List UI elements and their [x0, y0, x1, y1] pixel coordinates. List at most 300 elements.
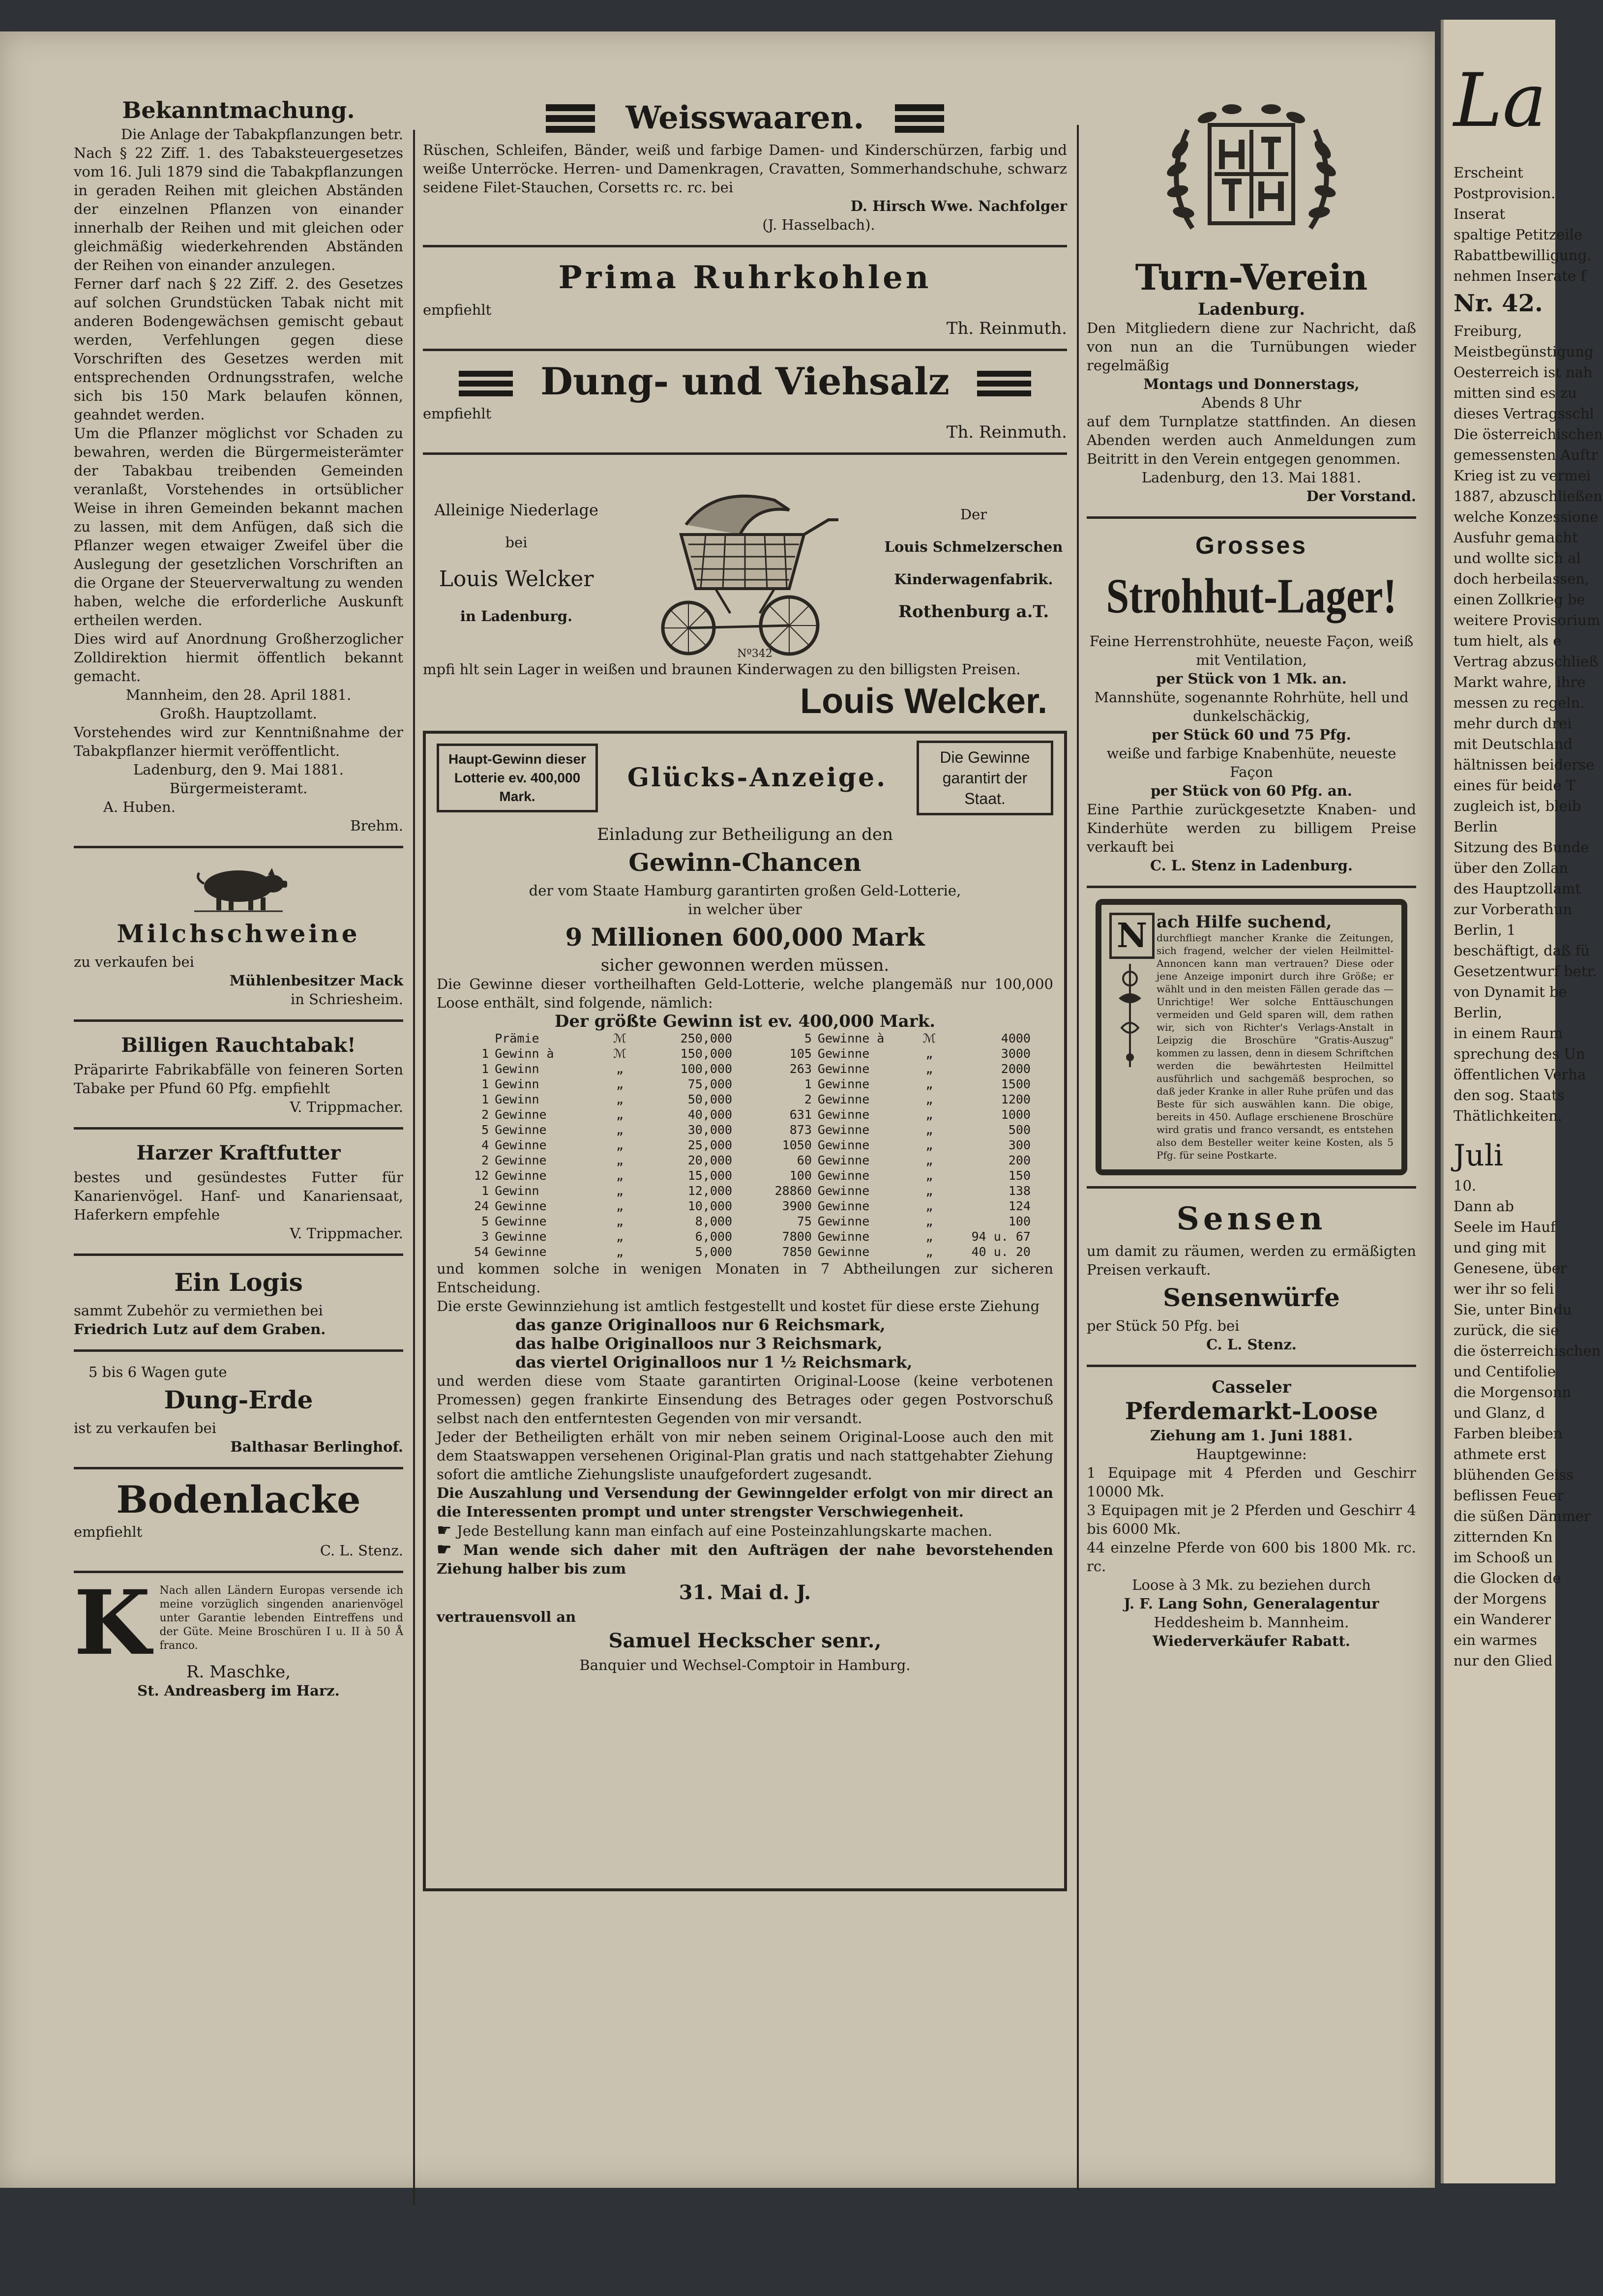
next-page-line: nehmen Inserate f: [1454, 268, 1586, 284]
prize-row: [456, 1122, 735, 1137]
ad-title: Prima Ruhrkohlen: [558, 259, 932, 296]
next-page-line: sprechung des Un: [1454, 1045, 1585, 1062]
prize-row: [755, 1122, 1034, 1137]
prize-cell: „: [616, 1184, 624, 1198]
next-page-line: wer ihr so feli: [1454, 1281, 1554, 1297]
ad-text: Ziehung am 1. Juni 1881.: [1150, 1427, 1353, 1444]
ad-text: Nach allen Ländern Europas versende ich meine vorzüglich singenden anarienvögel unter Garantie lebenden Eintreffens und der Güte. Meine Broschüren I u. II à 50 Å franco.: [159, 1584, 403, 1652]
prize-cell: 138: [1008, 1184, 1031, 1198]
ad-title-row: [423, 98, 1067, 138]
ad-text: in Ladenburg.: [460, 607, 573, 625]
ad-text: auf dem Turnplatze stattfinden. An diesen Abenden werden auch Anmeldungen zum Beitritt in den Verein entgegen genommen.: [1087, 413, 1416, 467]
prize-cell: 4: [481, 1138, 489, 1152]
next-page-line: ein Wanderer: [1454, 1611, 1551, 1628]
prize-row: [755, 1168, 1034, 1183]
prize-cell: Gewinn: [495, 1077, 539, 1091]
ad-text: bei: [505, 534, 528, 551]
next-page-line: Berlin, 1: [1454, 922, 1516, 938]
lottery-text: der vom Staate Hamburg garantirten großen Geld-Lotterie,: [529, 882, 961, 899]
prize-cell: „: [925, 1107, 933, 1122]
next-page-line: Sie, unter Bindu: [1454, 1301, 1572, 1318]
next-page-line: in einem Raum: [1454, 1025, 1563, 1042]
next-page-line: die süßen Dämmer: [1454, 1508, 1591, 1524]
next-page-line: und ging mit: [1454, 1239, 1546, 1256]
prize-row: [456, 1168, 735, 1183]
next-page-line: spaltige Petitzeile: [1454, 226, 1582, 243]
ad-text: Heddesheim b. Mannheim.: [1154, 1614, 1349, 1631]
prize-cell: Gewinne à: [817, 1031, 885, 1045]
lottery-text: ☛ Jede Bestellung kann man einfach auf eine Posteinzahlungskarte machen.: [437, 1521, 992, 1540]
ad-signature: Louis Welcker.: [800, 682, 1047, 721]
next-page-line: nur den Glied: [1454, 1652, 1553, 1669]
prize-cell: 40,000: [687, 1107, 732, 1122]
next-page-line: welche Konzessione: [1454, 508, 1599, 525]
ad-title: Dung-Erde: [164, 1385, 313, 1414]
prize-cell: 6,000: [695, 1229, 732, 1244]
next-page-line: und wollte sich al: [1454, 550, 1581, 567]
prize-cell: Gewinne: [495, 1245, 547, 1259]
prize-row: [456, 1107, 735, 1122]
ad-text: J. F. Lang Sohn, Generalagentur: [1124, 1595, 1379, 1612]
ad-signature: Th. Reinmuth.: [946, 422, 1067, 442]
prize-cell: „: [616, 1138, 624, 1152]
prize-cell: 28860: [774, 1184, 812, 1198]
prize-cell: 150: [1008, 1168, 1031, 1183]
ad-text: 5 bis 6 Wagen gute: [89, 1364, 227, 1380]
prize-cell: 100: [789, 1168, 812, 1183]
prize-cell: „: [925, 1184, 933, 1198]
ad-signature: V. Trippmacher.: [290, 1099, 403, 1115]
ad-title: Turn-Verein: [1135, 256, 1368, 298]
prize-cell: 5: [481, 1123, 489, 1137]
ornament-column: [1109, 913, 1151, 1074]
next-page-line: die Glocken de: [1454, 1570, 1561, 1586]
prize-cell: ℳ: [613, 1046, 626, 1061]
prize-cell: 8,000: [695, 1214, 732, 1228]
prize-cell: „: [616, 1092, 624, 1106]
ad-text: Rüschen, Schleifen, Bänder, weiß und farbige Damen- und Kinderschürzen, farbig und weiße Unterröcke. Herren- und Damenkragen, Cravatten, Sommerhandschuhe, schwarz seidene Filet-Stauchen, Corsetts rc. rc. bei: [423, 142, 1067, 196]
next-page-line: mitten sind es zu: [1454, 385, 1577, 401]
ad-white-goods: [423, 98, 1067, 234]
lottery-guarantee-box: Die Gewinne garantirt der Staat.: [917, 741, 1053, 815]
prize-cell: 300: [1008, 1138, 1031, 1152]
next-page-line: den sog. Staats: [1454, 1087, 1565, 1103]
prize-cell: 10,000: [687, 1199, 732, 1213]
lottery-price: das halbe Originalloos nur 3 Reichsmark,: [515, 1334, 883, 1353]
prize-cell: 30,000: [687, 1123, 732, 1137]
next-page-line: zugleich ist, bleib: [1454, 798, 1581, 814]
prize-cell: ℳ: [613, 1031, 626, 1045]
notice-paragraph: Vorstehendes wird zur Kenntnißnahme der Tabakpflanzer hiermit veröffentlicht.: [74, 724, 403, 759]
next-page-line: eines für beide T: [1454, 777, 1576, 794]
next-page-line: Berlin,: [1454, 1004, 1502, 1021]
ad-title: Weisswaaren.: [625, 99, 864, 136]
newspaper-page: [0, 31, 1435, 2188]
prize-cell: Gewinne: [817, 1123, 870, 1137]
lottery-text: und kommen solche in wenigen Monaten in 7 Abtheilungen zur sicheren Entscheidung.: [437, 1260, 1053, 1296]
next-page-line: beschäftigt, daß fü: [1454, 942, 1590, 959]
ad-text: Präparirte Fabrikabfälle von feineren Sorten Tabake per Pfund 60 Pfg. empfiehlt: [74, 1061, 403, 1097]
prize-cell: „: [925, 1062, 933, 1076]
next-page-line: 10.: [1454, 1177, 1477, 1194]
next-page-line: und Glanz, d: [1454, 1404, 1545, 1421]
next-page-line: Erscheint: [1454, 164, 1523, 181]
lottery-text: ☛ Man wende sich daher mit den Aufträgen der nahe bevorstehenden Ziehung halber bis zum: [437, 1540, 1053, 1577]
prize-cell: „: [925, 1046, 933, 1061]
prize-row: [755, 1046, 1034, 1061]
lottery-title: Glücks-Anzeige.: [627, 763, 888, 793]
ad-price: per Stück von 1 Mk. an.: [1156, 670, 1347, 687]
notice-paragraph: Dies wird auf Anordnung Großherzoglicher Zolldirektion hiermit öffentlich bekannt gemacht.: [74, 630, 403, 685]
prize-row: [456, 1244, 735, 1259]
prize-cell: 2: [481, 1153, 489, 1167]
prize-cell: 24: [474, 1199, 489, 1213]
ad-text: 1 Equipage mit 4 Pferden und Geschirr 10000 Mk.: [1087, 1464, 1416, 1500]
notice-title: Bekanntmachung.: [122, 97, 355, 123]
prize-table-right: [755, 1031, 1034, 1259]
prize-cell: 1: [804, 1077, 812, 1091]
next-page-line: Berlin: [1454, 818, 1498, 835]
prize-row: [456, 1046, 735, 1061]
drop-cap: N: [1109, 913, 1155, 959]
prize-cell: Gewinne: [817, 1245, 870, 1259]
prize-row: [755, 1214, 1034, 1229]
next-page-line: Sitzung des Bunde: [1454, 839, 1589, 856]
prize-cell: Gewinn: [495, 1092, 539, 1106]
prize-cell: „: [925, 1245, 933, 1259]
next-page-line: mehr durch drei: [1454, 715, 1572, 732]
next-page-line: des Hauptzollamt: [1454, 880, 1581, 897]
notice-signature: A. Huben.: [103, 799, 176, 815]
ad-text: Mannshüte, sogenannte Rohrhüte, hell und dunkelschäckig,: [1094, 689, 1409, 724]
ad-text: um damit zu räumen, werden zu ermäßigten Preisen verkauft.: [1087, 1243, 1416, 1278]
lottery-text: Die erste Gewinnziehung ist amtlich festgestellt und kostet für diese erste Ziehung: [437, 1298, 1040, 1314]
prize-row: [456, 1031, 735, 1046]
prize-cell: ℳ: [922, 1031, 936, 1045]
prize-row: [755, 1183, 1034, 1198]
notice-office: Bürgermeisteramt.: [169, 780, 308, 797]
prize-cell: 20,000: [687, 1153, 732, 1167]
next-page-line: Die österreichischen: [1454, 426, 1603, 443]
lottery-deadline: 31. Mai d. J.: [679, 1581, 811, 1604]
notice-tobacco: [74, 97, 403, 835]
prize-cell: 873: [789, 1123, 812, 1137]
ad-signature: C. L. Stenz.: [320, 1542, 403, 1559]
notice-date: Mannheim, den 28. April 1881.: [125, 686, 352, 703]
ad-salt: [423, 359, 1067, 442]
next-page-line: Thätlichkeiten.: [1454, 1107, 1563, 1124]
prize-cell: Gewinn: [495, 1184, 539, 1198]
prize-row: [456, 1198, 735, 1214]
prize-cell: Prämie: [495, 1031, 539, 1045]
ad-signature: D. Hirsch Wwe. Nachfolger: [850, 198, 1067, 214]
prize-cell: Gewinne: [495, 1214, 547, 1228]
ad-signature: Der Vorstand.: [1306, 488, 1416, 505]
ad-lottery: [423, 731, 1067, 1891]
next-page-line: Gesetzentwurf betr.: [1454, 963, 1597, 980]
prize-cell: 54: [474, 1245, 489, 1259]
prize-cell: 50,000: [687, 1092, 732, 1106]
next-page-line: mit Deutschland: [1454, 736, 1573, 752]
prize-cell: 2000: [1001, 1062, 1031, 1076]
ad-signature: C. L. Stenz.: [1206, 1336, 1297, 1353]
prize-cell: 500: [1008, 1123, 1031, 1137]
ad-text: Montags und Donnerstags,: [1143, 376, 1360, 392]
ad-seller: Mühlenbesitzer Mack: [229, 972, 403, 989]
column-rule-right: [1077, 125, 1079, 2190]
next-page-line: Krieg ist zu vermei: [1454, 467, 1591, 484]
next-page-line: Seele im Hauf: [1454, 1219, 1556, 1235]
prize-cell: 5: [804, 1031, 812, 1045]
ad-milk-pigs: [74, 859, 403, 1009]
ad-signature: V. Trippmacher.: [290, 1225, 403, 1242]
prize-row: [456, 1229, 735, 1244]
lottery-text: Einladung zur Betheiligung an den: [596, 825, 893, 844]
ad-title: Dung- und Viehsalz: [540, 359, 950, 403]
ad-text: empfiehlt: [423, 301, 492, 318]
ad-manure-soil: [74, 1363, 403, 1456]
ad-text: Rothenburg a.T.: [898, 601, 1049, 622]
next-page-line: Dann ab: [1454, 1198, 1514, 1215]
prize-cell: „: [925, 1199, 933, 1213]
prize-cell: „: [616, 1199, 624, 1213]
prize-cell: „: [925, 1123, 933, 1137]
prize-cell: 3000: [1001, 1046, 1031, 1061]
column-rule-left: [413, 130, 415, 2205]
prize-row: [456, 1183, 735, 1198]
prize-row: [755, 1107, 1034, 1122]
prize-cell: „: [925, 1153, 933, 1167]
prize-cell: „: [616, 1229, 624, 1244]
notice-date: Ladenburg, den 9. Mai 1881.: [133, 761, 344, 778]
next-page-edge: [1441, 20, 1603, 2183]
lottery-text: Der größte Gewinn ist ev. 400,000 Mark.: [554, 1012, 936, 1031]
lottery-price: das viertel Originalloos nur 1 ½ Reichsmark,: [515, 1353, 913, 1372]
ad-horse-lottery: [1087, 1378, 1416, 1650]
next-page-line: Genesene, über: [1454, 1260, 1567, 1277]
ad-price: per Stück 60 und 75 Pfg.: [1152, 726, 1351, 743]
prize-cell: Gewinne: [817, 1138, 870, 1152]
ad-text: Abends 8 Uhr: [1201, 394, 1302, 411]
lottery-text: Jeder der Betheiligten erhält von mir neben seinem Original-Loose auch den mit dem Staatswappen versehenen Original-Plan gratis und nach stattgehabter Ziehung sofort die amtliche Ziehungsliste unaufgefordert zugesandt.: [437, 1429, 1053, 1483]
prize-cell: 631: [789, 1107, 812, 1122]
ad-seeking-help: [1096, 899, 1407, 1175]
next-page-line: gemessensten Auftr: [1454, 447, 1598, 463]
notice-office: Großh. Hauptzollamt.: [160, 705, 317, 722]
ad-text: bestes und gesündestes Futter für Kanarienvögel. Hanf- und Kanariensaat, Haferkern empfehle: [74, 1169, 403, 1223]
lottery-prize-table: [437, 1031, 1053, 1259]
ad-title: Harzer Kraftfutter: [136, 1141, 341, 1164]
prize-cell: 105: [789, 1046, 812, 1061]
prize-cell: 75,000: [687, 1077, 732, 1091]
prize-cell: 263: [789, 1062, 812, 1076]
next-page-line: weitere Provisorium: [1454, 612, 1601, 628]
lottery-prize-box: Haupt-Gewinn dieser Lotterie ev. 400,000 Mark.: [437, 744, 598, 812]
prize-cell: 150,000: [680, 1046, 732, 1061]
prize-cell: „: [925, 1092, 933, 1106]
next-page-line: Vertrag abzuschließ: [1454, 653, 1599, 670]
prize-cell: „: [925, 1077, 933, 1091]
lottery-heading: Gewinn-Chancen: [628, 848, 861, 877]
next-page-line: die österreichischen: [1454, 1342, 1601, 1359]
ad-title: Sensenwürfe: [1163, 1283, 1340, 1312]
ad-title: Ein Logis: [174, 1268, 303, 1297]
lottery-text: in welcher über: [688, 901, 802, 918]
ad-text: weiße und farbige Knabenhüte, neueste Façon: [1106, 745, 1396, 780]
next-page-line: Freiburg,: [1454, 323, 1522, 339]
pointing-hand-icon: ☛: [437, 1540, 463, 1559]
ad-title: Pferdemarkt-Loose: [1125, 1398, 1378, 1425]
prize-cell: 4000: [1001, 1031, 1031, 1045]
prize-cell: 60: [797, 1153, 812, 1167]
next-page-line: beflissen Feuer: [1454, 1487, 1564, 1504]
prize-cell: 25,000: [687, 1138, 732, 1152]
next-page-line: Oesterreich ist nah: [1454, 364, 1593, 381]
drop-cap: K: [74, 1571, 151, 1675]
prize-cell: 100,000: [680, 1062, 732, 1076]
next-page-line: hältnissen beiderse: [1454, 756, 1595, 773]
prize-cell: „: [616, 1123, 624, 1137]
prize-cell: Gewinne: [817, 1062, 870, 1076]
ad-canaries: [74, 1571, 403, 1700]
prize-row: [456, 1092, 735, 1107]
ad-signature: (J. Hasselbach).: [762, 216, 875, 233]
prize-row: [755, 1092, 1034, 1107]
pram-model-number: Nº342: [737, 648, 772, 660]
ad-title: Sensen: [1176, 1200, 1327, 1237]
ad-text: empfiehlt: [423, 405, 492, 422]
next-page-line: Markt wahre, ihre: [1454, 674, 1586, 690]
prize-cell: Gewinne: [817, 1046, 870, 1061]
column-middle: [423, 95, 1067, 1891]
ad-place: Ladenburg.: [1197, 299, 1306, 319]
prize-row: [755, 1229, 1034, 1244]
prize-cell: „: [616, 1153, 624, 1167]
ad-text: zu verkaufen bei: [74, 954, 194, 970]
prize-cell: Gewinne: [817, 1092, 870, 1106]
decorative-bars-icon: [977, 371, 1031, 398]
prize-cell: 5,000: [695, 1245, 732, 1259]
next-page-line: tum hielt, als e: [1454, 632, 1562, 649]
ad-title: Bodenlacke: [116, 1478, 361, 1521]
lottery-text: sicher gewonnen werden müssen.: [600, 955, 890, 975]
lottery-heading: 9 Millionen 600,000 Mark: [565, 923, 925, 952]
ad-straw-hats: [1087, 530, 1416, 875]
prize-cell: 1: [481, 1077, 489, 1091]
prize-row: [755, 1153, 1034, 1168]
next-page-line: einen Zollkrieg be: [1454, 591, 1585, 608]
ad-title: Milchschweine: [117, 919, 360, 948]
ad-text: Louis Schmelzerschen: [884, 538, 1063, 555]
notice-paragraph: Nach § 22 Ziff. 1. des Tabaksteuergesetzes vom 16. Juli 1879 sind die Tabakpflanzungen in geraden Reihen mit gleichen Abständen der einzelnen Pflanzen von einander innerhalb der Reihen und mit gleichen oder gleichmäßig wiederkehrenden Abständen der Reihen von einander anzulegen.: [74, 145, 403, 273]
next-page-line: Ausfuhr gemacht: [1454, 529, 1578, 546]
next-page-line: Rabattbewilligung.: [1454, 247, 1592, 264]
prize-cell: 1: [481, 1046, 489, 1061]
prize-cell: 1500: [1001, 1077, 1031, 1091]
prize-cell: Gewinne: [495, 1138, 547, 1152]
prize-cell: „: [925, 1168, 933, 1183]
prize-cell: 250,000: [680, 1031, 732, 1045]
prize-cell: Gewinne: [495, 1153, 547, 1167]
prize-cell: Gewinne: [495, 1229, 547, 1244]
next-page-line: öffentlichen Verha: [1454, 1066, 1586, 1083]
next-page-line: im Schooß un: [1454, 1549, 1553, 1566]
prize-row: [755, 1076, 1034, 1092]
next-page-line: La: [1454, 58, 1547, 144]
prize-cell: Gewinne: [817, 1229, 870, 1244]
column-left: [74, 95, 403, 1700]
prize-cell: 40 u. 20: [971, 1245, 1031, 1259]
lottery-text: Die Auszahlung und Versendung der Gewinngelder erfolgt von mir direct an die Interessenten prompt und unter strengster Verschwiegenheit.: [437, 1485, 1053, 1520]
next-page-line: zur Vorberathun: [1454, 901, 1573, 918]
next-page-line: Meistbegünstigung: [1454, 343, 1594, 360]
next-page-line: doch herbeilassen,: [1454, 570, 1590, 587]
ad-text: Der: [960, 506, 987, 523]
prize-cell: 2: [804, 1092, 812, 1106]
prize-cell: Gewinne: [817, 1168, 870, 1183]
prize-table-left: [456, 1031, 735, 1259]
prize-cell: „: [925, 1229, 933, 1244]
pig-icon: [74, 859, 403, 915]
next-page-line: 1887, abzuschließen: [1454, 488, 1603, 505]
prize-cell: „: [616, 1245, 624, 1259]
prize-row: [755, 1031, 1034, 1046]
ad-text: per Stück 50 Pfg. bei: [1087, 1317, 1240, 1334]
pram-icon: [637, 466, 853, 660]
ad-text: ist zu verkaufen bei: [74, 1420, 216, 1436]
prize-cell: 3: [481, 1229, 489, 1244]
ad-text: empfiehlt: [74, 1523, 143, 1540]
prize-cell: 15,000: [687, 1168, 732, 1183]
next-page-line: über den Zollan: [1454, 860, 1569, 876]
prize-row: [456, 1137, 735, 1153]
next-page-line: dieses Vertragsschl: [1454, 405, 1594, 422]
ad-text: mpfi hlt sein Lager in weißen und braunen Kinderwagen zu den billigsten Preisen.: [423, 661, 1021, 678]
lottery-price: das ganze Originalloos nur 6 Reichsmark,: [515, 1315, 886, 1334]
next-page-line: zitternden Kn: [1454, 1528, 1553, 1545]
prize-cell: Gewinne: [495, 1107, 547, 1122]
ad-signature: C. L. Stenz in Ladenburg.: [1150, 857, 1353, 874]
prize-row: [456, 1153, 735, 1168]
ad-lodging: [74, 1267, 403, 1339]
ad-title-row: [423, 359, 1067, 403]
prize-cell: „: [925, 1214, 933, 1228]
decorative-bars-icon: [546, 104, 595, 137]
prize-cell: Gewinne: [817, 1199, 870, 1213]
prize-cell: „: [616, 1077, 624, 1091]
prize-cell: 1: [481, 1062, 489, 1076]
prize-row: [755, 1244, 1034, 1259]
prize-cell: „: [616, 1168, 624, 1183]
prize-cell: 12: [474, 1168, 489, 1183]
ad-pretitle: Casseler: [1212, 1377, 1291, 1397]
ad-text: 44 einzelne Pferde von 600 bis 1800 Mk. rc. rc.: [1087, 1539, 1416, 1575]
prize-cell: Gewinne: [495, 1199, 547, 1213]
prize-cell: 3900: [782, 1199, 812, 1213]
ad-bird-feed: [74, 1140, 403, 1243]
lottery-text: vertrauensvoll an: [437, 1609, 576, 1625]
lottery-banker: Samuel Heckscher senr.,: [608, 1629, 882, 1652]
next-page-line: die Morgensonn: [1454, 1384, 1572, 1401]
next-page-line: Postprovision.: [1454, 185, 1556, 202]
next-page-line: der Morgens: [1454, 1590, 1547, 1607]
ad-signature: R. Maschke,: [186, 1662, 291, 1682]
prize-cell: Gewinne: [817, 1184, 870, 1198]
next-page-line: blühenden Geiss: [1454, 1466, 1574, 1483]
ad-text: sammt Zubehör zu vermiethen bei: [74, 1302, 323, 1319]
ad-signature: Th. Reinmuth.: [946, 319, 1067, 338]
prize-cell: „: [616, 1214, 624, 1228]
